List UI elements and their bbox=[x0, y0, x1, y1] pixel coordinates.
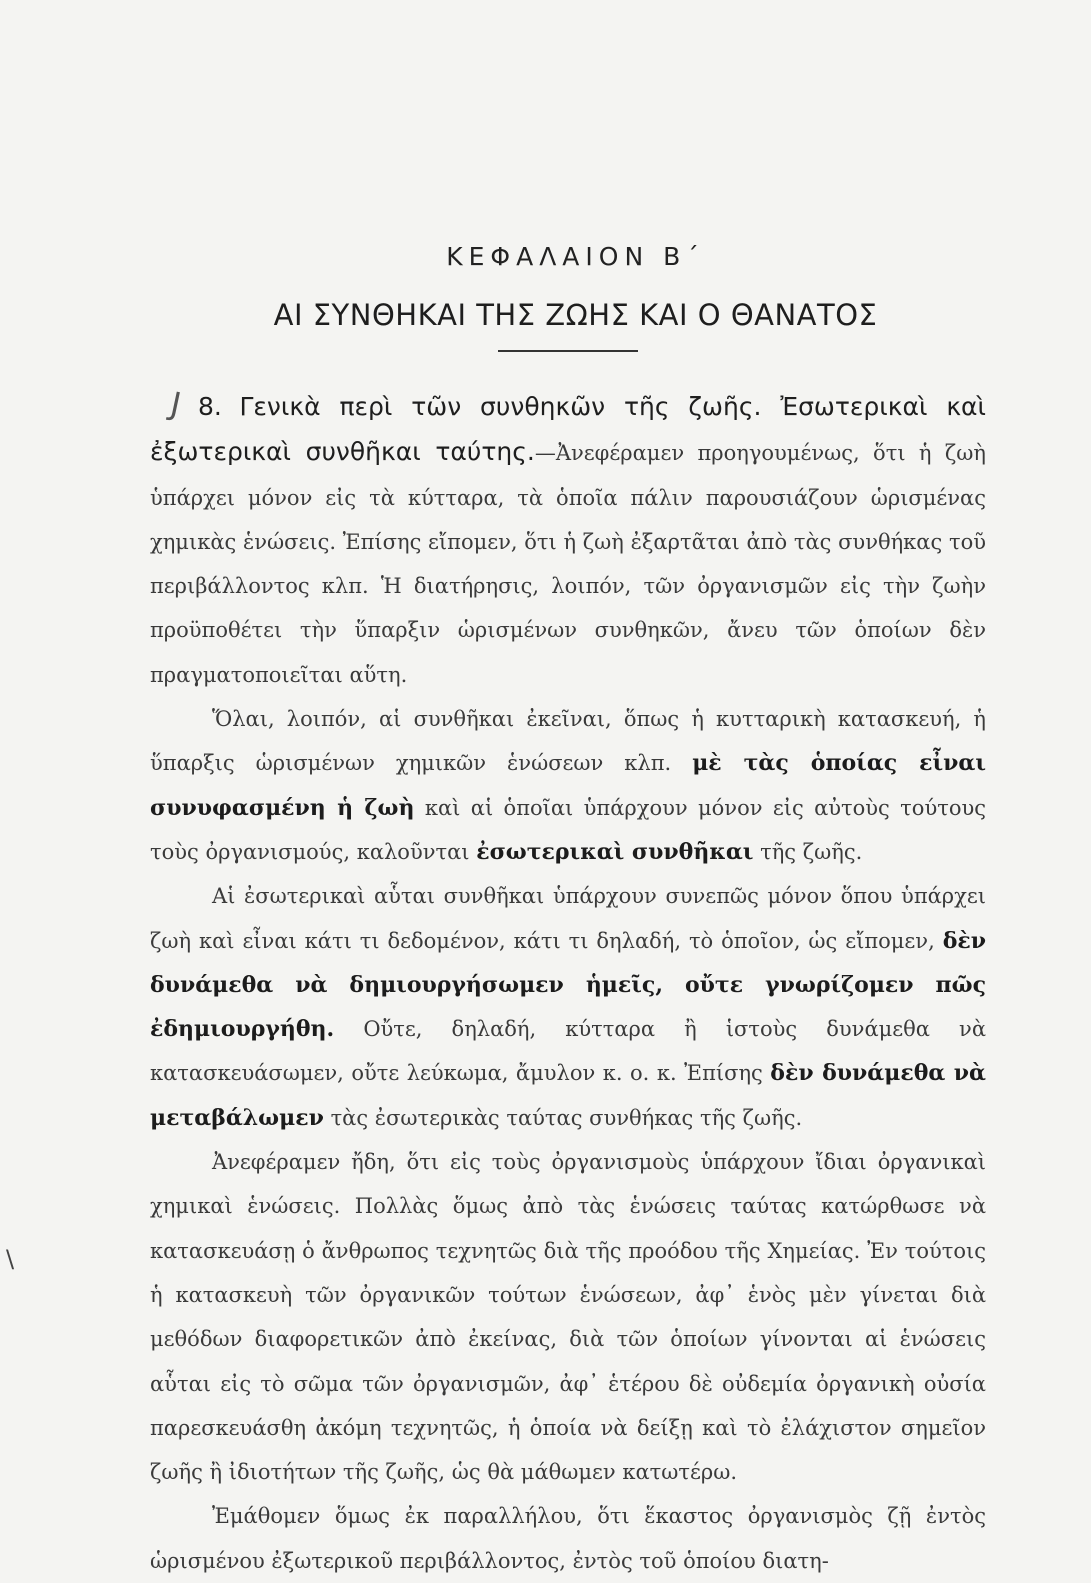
section-paragraph bbox=[150, 385, 986, 697]
paragraph-text: Αἱ ἐσωτερικαὶ αὗται συνθῆκαι ὑπάρχουν συνεπῶς μόνον ὅπου ὑπάρχει ζωὴ καὶ εἶναι κάτι τι δεδομένον, κάτι τι δηλαδή, τὸ ὁποῖον, ὡς εἴπομεν, bbox=[150, 884, 986, 953]
paragraph-text: Οὔτε, δηλαδή, κύτταρα ἢ ἱστοὺς δυνάμεθα νὰ κατασκευάσωμεν, οὔτε λεύκωμα, ἄμυλον κ. ο. κ. Ἐπίσης bbox=[150, 1017, 986, 1086]
paragraph: Ἐμάθομεν ὅμως ἐκ παραλλήλου, ὅτι ἕκαστος ὀργανισμὸς ζῇ ἐντὸς ὡρισμένου ἐξωτερικοῦ περιβάλλοντος, ἐντὸς τοῦ ὁποίου διατη- bbox=[150, 1504, 986, 1573]
paragraph-text: καὶ αἱ ὁποῖαι ὑπάρχουν μόνον εἰς αὐτοὺς τούτους τοὺς ὀργανισμούς, καλοῦνται bbox=[150, 795, 986, 864]
section-heading: Γενικὰ περὶ τῶν συνθηκῶν τῆς ζωῆς. Ἐσωτερικαὶ καὶ ἐξωτερικαὶ συνθῆκαι ταύτης. bbox=[150, 392, 986, 467]
handwritten-check-mark: J bbox=[167, 384, 185, 424]
emphasis-text: ἐσωτερικαὶ συνθῆκαι bbox=[476, 838, 754, 865]
chapter-label: ΚΕΦΑΛΑΙΟΝ Β΄ bbox=[446, 242, 705, 271]
show-through-text bbox=[140, 108, 1020, 138]
paragraph: Ἀνεφέραμεν ἤδη, ὅτι εἰς τοὺς ὀργανισμοὺς ὑπάρχουν ἴδιαι ὀργανικαὶ χημικαὶ ἑνώσεις. Πολλὰς ὅμως ἀπὸ τὰς ἑνώσεις ταύτας κατώρθωσε νὰ κατασκευάσῃ ὁ ἄνθρωπος τεχνητῶς διὰ τῆς προόδου τῆς Χημείας. Ἐν τούτοις ἡ κατασκευὴ τῶν ὀργανικῶν τούτων ἑνώσεων, ἀφ᾽ ἑνὸς μὲν γίνεται διὰ μεθόδων διαφορετικῶν ἀπὸ ἐκείνας, διὰ τῶν ὁποίων γίνονται αἱ ἑνώσεις αὗται εἰς τὸ σῶμα τῶν ὀργανισμῶν, ἀφ᾽ ἑτέρου δὲ οὐδεμία ὀργανικὴ οὐσία παρεσκευάσθη ἀκόμη τεχνητῶς, ἡ ὁποία νὰ δείξῃ καὶ τὸ ἐλάχιστον σημεῖον ζωῆς ἢ ἰδιοτήτων τῆς ζωῆς, ὡς θὰ μάθωμεν κατωτέρω. bbox=[150, 1150, 986, 1485]
paragraph-text: τὰς ἐσωτερικὰς ταύτας συνθήκας τῆς ζωῆς. bbox=[330, 1105, 803, 1130]
paragraph bbox=[150, 874, 986, 1140]
paragraph-text: τῆς ζωῆς. bbox=[760, 839, 863, 864]
emphasis-text: δὲν δυνάμεθα νὰ δημιουργήσωμεν ἡμεῖς, οὔτε γνωρίζομεν πῶς ἐδημιουργήθη. bbox=[150, 927, 986, 1043]
section-intro: —Ἀνεφέραμεν προηγουμένως, ὅτι ἡ ζωὴ ὑπάρχει μόνον εἰς τὰ κύτταρα, τὰ ὁποῖα πάλιν παρουσιάζουν ὡρισμένας χημικὰς ἑνώσεις. Ἐπίσης εἴπομεν, ὅτι ἡ ζωὴ ἐξαρτᾶται ἀπὸ τὰς συνθήκας τοῦ περιβάλλοντος κλπ. Ἡ διατήρησις, λοιπόν, τῶν ὀργανισμῶν εἰς τὴν ζωὴν προϋποθέτει τὴν ὕπαρξιν ὡρισμένων συνθηκῶν, ἄνευ τῶν ὁποίων δὲν πραγματοποιεῖται αὕτη. bbox=[150, 441, 986, 687]
body-text bbox=[150, 385, 986, 1583]
title-divider bbox=[498, 350, 638, 352]
margin-pencil-mark: \ bbox=[6, 1245, 15, 1273]
section-number: 8. bbox=[198, 392, 222, 421]
emphasis-text: δὲν δυνάμεθα νὰ μεταβάλωμεν bbox=[150, 1060, 986, 1131]
emphasis-text: μὲ τὰς ὁποίας εἶναι συνυφασμένη ἡ ζωὴ bbox=[150, 750, 986, 821]
paragraph-text: Ὅλαι, λοιπόν, αἱ συνθῆκαι ἐκεῖναι, ὅπως ἡ κυτταρικὴ κατασκευή, ἡ ὕπαρξις ὡρισμένων χημικῶν ἑνώσεων κλπ. bbox=[150, 707, 986, 776]
paragraph bbox=[150, 697, 986, 874]
chapter-title: ΑΙ ΣΥΝΘΗΚΑΙ ΤΗΣ ΖΩΗΣ ΚΑΙ Ο ΘΑΝΑΤΟΣ bbox=[273, 298, 878, 332]
